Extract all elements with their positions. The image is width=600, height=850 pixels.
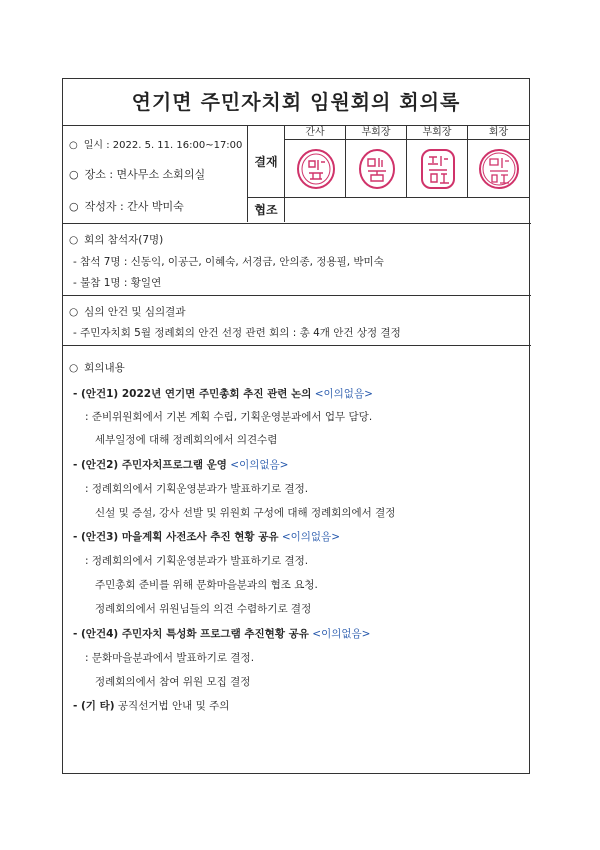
agenda-title-text: - (안건4) 주민자치 특성화 프로그램 추진현황 공유: [73, 628, 309, 640]
agenda-item-3-line-2: 주민총회 준비를 위해 문화마을분과의 협조 요청.: [95, 579, 318, 591]
minutes-document: [62, 78, 530, 774]
agenda-item-2-line-2: 신설 및 증설, 강사 선발 및 위원회 구성에 대해 정례회의에서 결정: [95, 507, 396, 519]
agenda-title-text: - (안건1) 2022년 연기면 주민총회 추진 관련 논의: [73, 388, 312, 400]
attendees-absent: - 불참 1명 : 황일연: [73, 277, 162, 289]
role-secretary: 간사: [285, 126, 346, 140]
meta-info: [63, 126, 247, 222]
content-heading-text: 회의내용: [84, 362, 125, 374]
content-heading: [69, 360, 125, 375]
attendees-section: [63, 224, 531, 296]
agenda-status-text: <이의없음>: [281, 531, 340, 543]
agenda-title-text: - (기 타): [73, 700, 115, 712]
seal-stamp-icon: [356, 147, 398, 191]
role-chair: 회장: [468, 126, 529, 140]
signature-cell-chair: [468, 140, 529, 198]
signature-cell-secretary: [285, 140, 346, 198]
approval-box: [247, 126, 531, 222]
bullet-circle: ○: [69, 234, 79, 246]
review-heading: [69, 304, 185, 319]
agenda-item-4-line-2: 정례회의에서 참여 위원 모집 결정: [95, 676, 251, 688]
agenda-item-other: [73, 698, 229, 713]
agenda-other-text: 공직선거법 안내 및 주의: [117, 700, 230, 712]
date-text: 일시 : 2022. 5. 11. 16:00~17:00: [83, 140, 243, 151]
seal-stamp-icon: [295, 147, 337, 191]
agenda-status-text: <이의없음>: [314, 388, 373, 400]
writer-text: 작성자 : 간사 박미숙: [84, 200, 184, 213]
bullet-circle: ○: [69, 306, 79, 318]
bullet-circle: ○: [69, 168, 79, 181]
signature-cell-vice-chair-1: [346, 140, 407, 198]
signature-cell-vice-chair-2: [407, 140, 468, 198]
agenda-item-3-title: [73, 529, 340, 544]
date-line: [69, 136, 242, 151]
role-vice-chair-2: 부회장: [407, 126, 468, 140]
agenda-status-text: <이의없음>: [230, 459, 289, 471]
agenda-item-3-line-3: 정례회의에서 위원님들의 의견 수렴하기로 결정: [95, 603, 312, 615]
agenda-status-text: <이의없음>: [312, 628, 371, 640]
agenda-title-text: - (안건3) 마을계획 사전조사 추진 현황 공유: [73, 531, 279, 543]
bullet-circle: ○: [69, 200, 79, 213]
attendees-heading: [69, 232, 163, 247]
cooperation-label: 협조: [247, 198, 285, 222]
agenda-item-1-line-1: : 준비위원회에서 기본 계획 수립, 기획운영분과에서 업무 담당.: [85, 411, 373, 423]
content-section: [63, 346, 531, 773]
place-text: 장소 : 면사무소 소회의실: [84, 168, 206, 181]
agenda-item-3-line-1: : 정례회의에서 기획운영분과가 발표하기로 결정.: [85, 555, 309, 567]
role-vice-chair-1: 부회장: [346, 126, 407, 140]
agenda-item-2-line-1: : 정례회의에서 기획운영분과가 발표하기로 결정.: [85, 483, 309, 495]
review-section: [63, 296, 531, 346]
attendees-present: - 참석 7명 : 신동익, 이공근, 이혜숙, 서경금, 안의종, 정용필, 박미숙: [73, 256, 384, 268]
approval-label: 결재: [247, 126, 285, 198]
agenda-item-2-title: [73, 457, 288, 472]
bullet-circle: ○: [69, 362, 79, 374]
review-heading-text: 심의 안건 및 심의결과: [84, 306, 186, 318]
place-line: [69, 166, 205, 182]
bullet-circle: ○: [69, 140, 78, 151]
agenda-item-1-title: [73, 386, 373, 401]
attendees-heading-text: 회의 참석자(7명): [84, 234, 164, 246]
meta-section: [63, 126, 531, 224]
agenda-item-4-line-1: : 문화마을분과에서 발표하기로 결정.: [85, 652, 255, 664]
agenda-item-1-line-2: 세부일정에 대해 정례회의에서 의견수렴: [95, 434, 278, 446]
document-title: 연기면 주민자치회 임원회의 회의록: [63, 79, 529, 126]
agenda-title-text: - (안건2) 주민자치프로그램 운영: [73, 459, 227, 471]
review-result: - 주민자치회 5월 정례회의 안건 선정 관련 회의 : 총 4개 안건 상정 결정: [73, 327, 401, 339]
agenda-item-4-title: [73, 626, 370, 641]
seal-stamp-icon: [417, 147, 459, 191]
seal-stamp-icon: [478, 147, 520, 191]
writer-line: [69, 198, 184, 214]
